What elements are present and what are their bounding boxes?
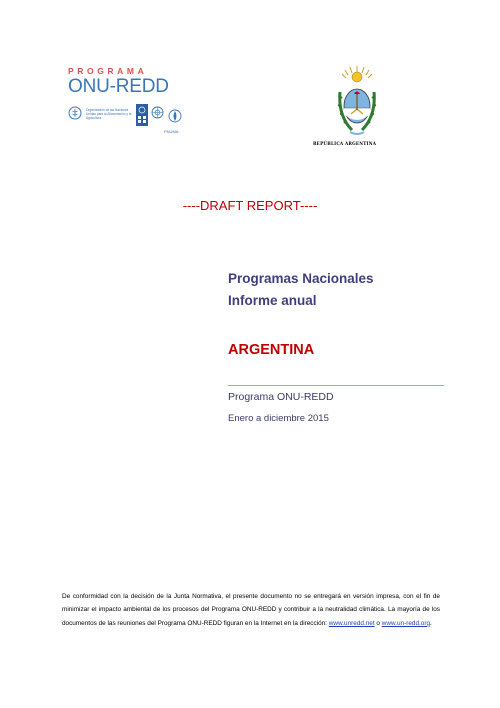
- un-emblem-icon: [151, 106, 164, 119]
- logo-programa-text: PROGRAMA: [68, 66, 148, 76]
- pnuma-text: PNUMA: [164, 129, 179, 134]
- fao-text: Organización de las Naciones Unidas para la Alimentación y la Agricultura: [86, 108, 132, 120]
- footer-end: .: [430, 619, 432, 627]
- divider: [228, 385, 444, 386]
- footer-connector: o: [374, 619, 382, 627]
- country-name: ARGENTINA: [228, 342, 315, 358]
- document-title: [228, 268, 374, 312]
- footer-note: [62, 590, 440, 630]
- title-line-2: Informe anual: [228, 293, 317, 308]
- onu-redd-logo: [62, 66, 187, 141]
- republica-argentina-caption: REPÚBLICA ARGENTINA: [313, 141, 377, 146]
- logo-name-text: ONU-REDD: [68, 76, 169, 97]
- undp-logo-icon: [136, 104, 148, 126]
- title-line-1: Programas Nacionales: [228, 271, 374, 286]
- un-redd-org-link[interactable]: www.un-redd.org: [381, 619, 431, 627]
- argentina-coat-of-arms-icon: [332, 64, 382, 138]
- fao-emblem-icon: [68, 106, 82, 120]
- unep-emblem-icon: [168, 108, 182, 126]
- draft-report-label: ----DRAFT REPORT----: [182, 198, 318, 213]
- programme-name: Programa ONU-REDD: [228, 391, 334, 403]
- footer-note-text: De conformidad con la decisión de la Junta Normativa, el presente documento no se entregará en versión impresa, con el fin de minimizar el impacto ambiental de los procesos del Programa ONU-REDD y contribuir a la neutralidad climática. La mayoría de los documentos de las reuniones del Programa ONU-REDD figuran en la Internet en la dirección:: [62, 593, 440, 627]
- partner-logos: [68, 106, 188, 136]
- reporting-period: Enero a diciembre 2015: [228, 413, 329, 424]
- unredd-net-link[interactable]: www.unredd.net: [328, 619, 375, 627]
